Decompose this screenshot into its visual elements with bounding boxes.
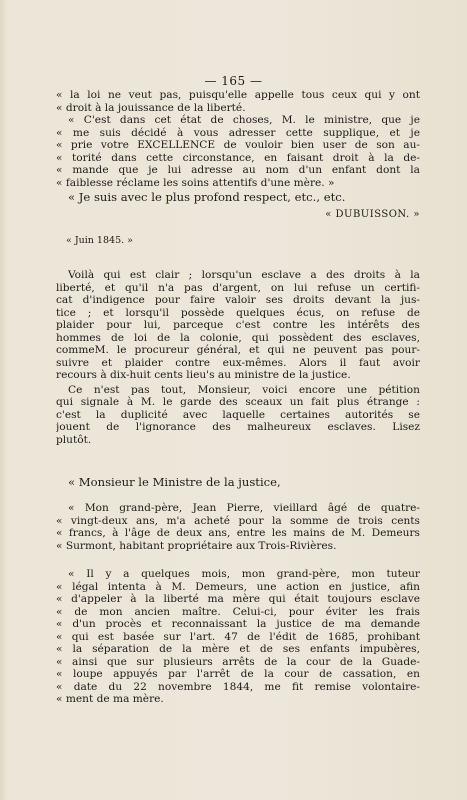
letter-paragraph-1 <box>56 502 420 552</box>
text-line: « francs, à l'âge de deux ans, entre les mains de M. Demeurs <box>56 527 420 539</box>
letter-salutation <box>56 476 420 489</box>
text-line: suivre et plaider contre eux-mêmes. Alors il faut avoir <box>56 356 420 369</box>
letter-paragraph-2 <box>56 568 420 706</box>
date-text: « Juin 1845. » <box>66 235 133 246</box>
text-line: jouent de l'ignorance des malheureux esclaves. Lisez <box>56 421 420 433</box>
letter-date <box>56 235 430 248</box>
text-line: commeM. le procureur général, et qui ne peuvent pas pour- <box>56 344 420 356</box>
text-line: « d'appeler à la liberté ma mère qui était toujours esclave <box>56 593 420 605</box>
text-line: liberté, et qu'il n'a pas d'argent, on lui refuse un certifi- <box>56 281 420 294</box>
signature-name: « DUBUISSON. » <box>325 209 420 220</box>
text-line: « C'est dans cet état de choses, M. le ministre, que je <box>68 114 420 126</box>
text-line: « Il y a quelques mois, mon grand-père, mon tuteur <box>68 568 420 580</box>
page-number: — 165 — <box>204 74 263 88</box>
text-line: Voilà qui est clair ; lorsqu'un esclave a des droits à la <box>68 269 420 281</box>
text-line: « date du 22 novembre 1844, me fit remise volontaire- <box>56 680 420 693</box>
paragraph-quote-end <box>56 89 420 114</box>
text-line: « droit à la jouissance de la liberté. <box>56 101 246 114</box>
text-line: « de mon ancien maître. Celui-ci, pour éviter les frais <box>56 605 420 618</box>
paragraph-supplique <box>56 114 420 189</box>
closing-formula <box>56 191 420 204</box>
text-line: c'est la duplicité avec laquelle certaines autorités se <box>56 408 420 421</box>
text-line: « ainsi que sur plusieurs arrêts de la cour de la Guade- <box>56 655 420 668</box>
text-line: « la loi ne veut pas, puisqu'elle appelle tous ceux qui y ont <box>56 89 420 101</box>
text-line: tice ; et lorsqu'il possède quelques écus, on refuse de <box>56 306 420 319</box>
text-line: « me suis décidé à vous adresser cette supplique, et je <box>56 126 420 139</box>
text-line: « Monsieur le Ministre de la justice, <box>68 476 281 489</box>
text-line: plaider pour lui, parceque c'est contre les intérêts des <box>56 319 420 331</box>
text-line: « prie votre EXCELLENCE de vouloir bien user de son au- <box>56 139 420 151</box>
text-line: « la séparation de la mère et de ses enfants impubères, <box>56 643 420 655</box>
text-line: « Mon grand-père, Jean Pierre, vieillard âgé de quatre- <box>68 502 420 514</box>
text-line: « qui est basée sur l'art. 47 de l'édit de 1685, prohibant <box>56 630 420 643</box>
text-line: Ce n'est pas tout, Monsieur, voici encore une pétition <box>68 383 420 396</box>
text-line: qui signale à M. le garde des sceaux un fait plus étrange : <box>56 396 420 408</box>
text-line: plutôt. <box>56 433 92 446</box>
text-line: « Je suis avec le plus profond respect, etc., etc. <box>68 191 346 204</box>
text-line: hommes de loi de la colonie, qui possèdent des esclaves, <box>56 331 420 344</box>
text-line: « torité dans cette circonstance, en faisant droit à la de- <box>56 151 420 164</box>
text-line: « faiblesse réclame les soins attentifs d'une mère. » <box>56 176 335 189</box>
text-line: cat d'indigence pour faire valoir ses droits devant la jus- <box>56 294 420 306</box>
text-line: « mande que je lui adresse au nom d'un enfant dont la <box>56 164 420 176</box>
text-line: « Surmont, habitant propriétaire aux Trois-Rivières. <box>56 539 337 552</box>
text-line: « légal intenta à M. Demeurs, une action en justice, afin <box>56 580 420 593</box>
text-line: recours à dix-huit cents lieu's au ministre de la justice. <box>56 369 351 381</box>
text-line: « d'un procès et reconnaissant la justice de ma demande <box>56 618 420 630</box>
text-line: « ment de ma mère. <box>56 693 164 705</box>
text-line: « vingt-deux ans, m'a acheté pour la somme de trois cents <box>56 514 420 527</box>
paragraph-commentary-1 <box>56 269 420 446</box>
signature <box>56 209 448 222</box>
text-line: « loupe appuyés par l'arrêt de la cour de cassation, en <box>56 668 420 680</box>
